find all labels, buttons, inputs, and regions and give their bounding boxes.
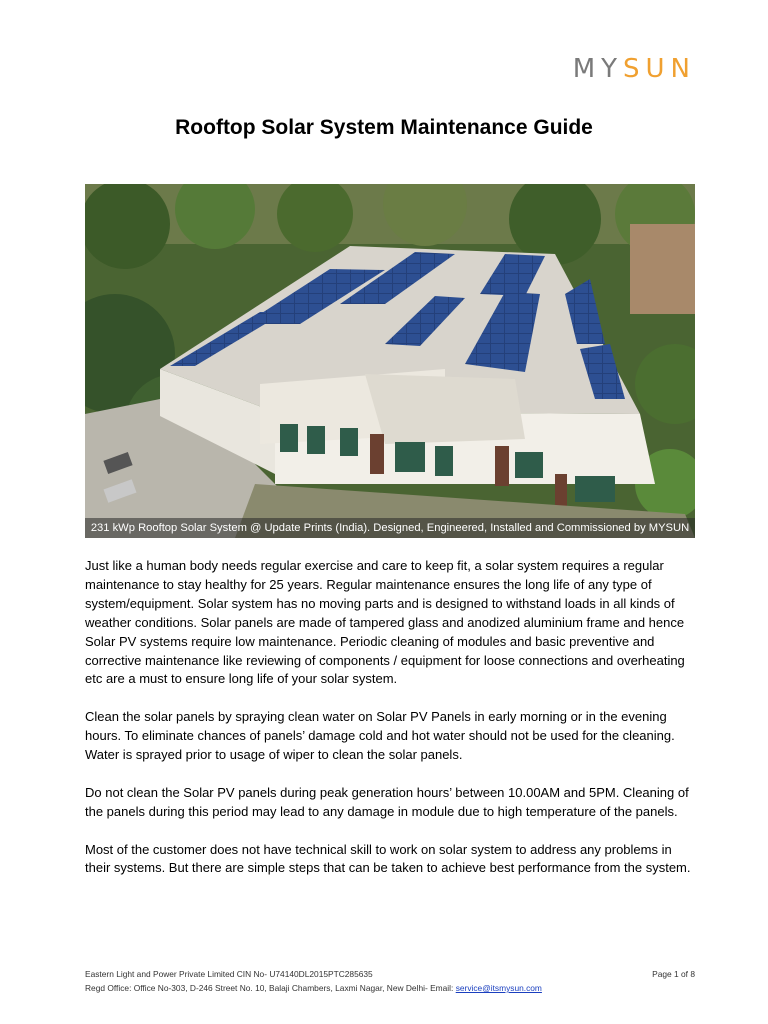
logo-part-my: MY xyxy=(572,54,624,84)
rooftop-solar-photo xyxy=(85,184,695,538)
paragraph-cleaning: Clean the solar panels by spraying clean water on Solar PV Panels in early morning or in the evening hours. To eliminate chances of panels’ damage cold and hot water should not be used for the cleaning. Water is sprayed prior to usage of wiper to clean the solar panels. xyxy=(85,709,675,763)
body-text xyxy=(85,557,700,897)
mysun-logo xyxy=(573,54,696,84)
photo-caption: 231 kWp Rooftop Solar System @ Update Prints (India). Designed, Engineered, Installed and Commissioned by MYSUN xyxy=(85,518,695,538)
footer-page-number: Page 1 of 8 xyxy=(652,969,695,979)
footer-office: Regd Office: Office No-303, D-246 Street No. 10, Balaji Chambers, Laxmi Nagar, New Delhi- Email: xyxy=(85,983,456,993)
page-footer xyxy=(85,967,695,995)
paragraph-simple-steps: Most of the customer does not have technical skill to work on solar system to address any problems in their systems. But there are simple steps that can be taken to achieve best performance from the system. xyxy=(85,841,691,876)
logo-part-sun: SUN xyxy=(623,54,696,84)
paragraph-intro: Just like a human body needs regular exercise and care to keep fit, a solar system requires a regular maintenance to stay healthy for 25 years. Regular maintenance ensures the long life of any type of system/equipment. Solar system has no moving parts and is designed to withstand loads in all kinds of weather conditions. Solar panels are made of tampered glass and anodized aluminium frame and hence Solar PV systems require low maintenance. Periodic cleaning of modules and basic preventive and corrective maintenance like reviewing of components / equipment for loose connections and overheating etc are a must to ensure long life of your solar system. xyxy=(85,558,685,687)
page-title: Rooftop Solar System Maintenance Guide xyxy=(175,116,593,139)
footer-company: Eastern Light and Power Private Limited CIN No- U74140DL2015PTC285635 xyxy=(85,969,373,979)
footer-email-link[interactable]: service@itsmysun.com xyxy=(455,983,542,993)
paragraph-peak-hours: Do not clean the Solar PV panels during peak generation hours’ between 10.00AM and 5PM. Cleaning of the panels during this period may lead to any damage in module due to high temperature of the panels. xyxy=(85,784,689,819)
